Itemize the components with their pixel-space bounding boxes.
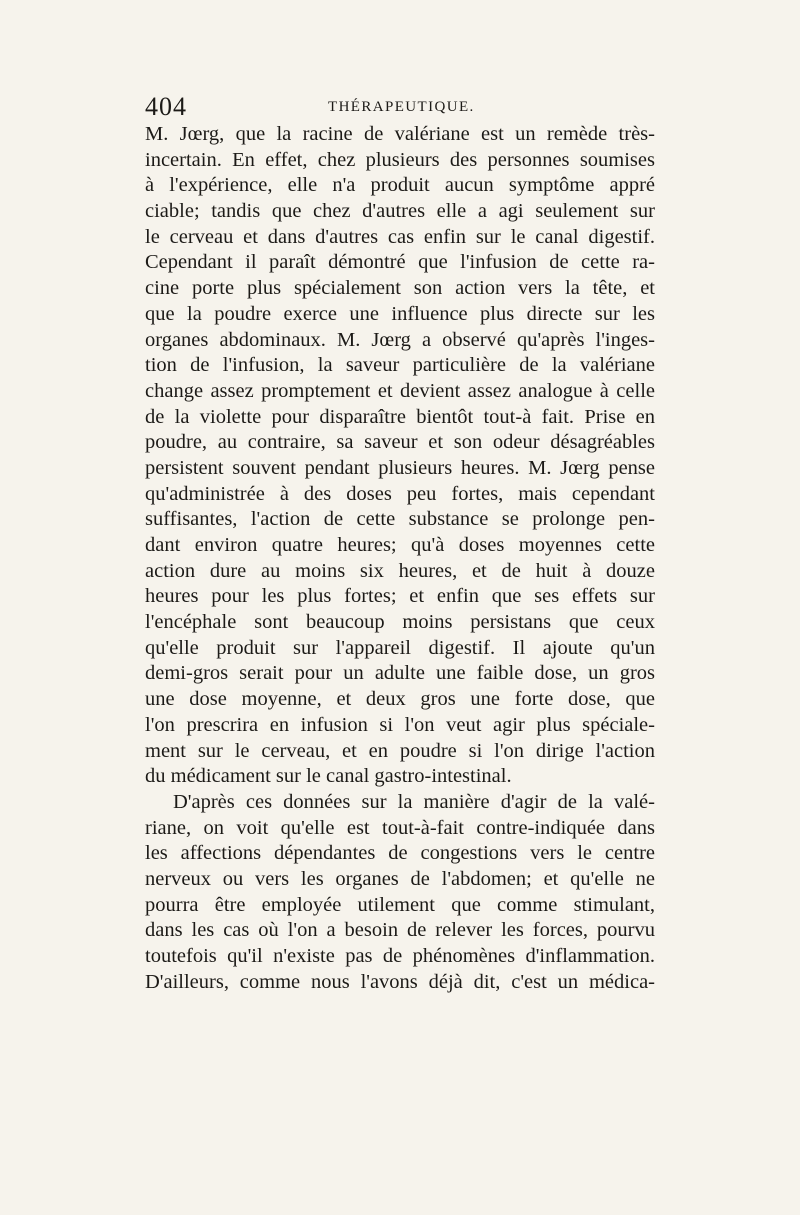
- text-line: nerveux ou vers les organes de l'abdomen; et qu'elle ne: [145, 867, 655, 890]
- text-line: suffisantes, l'action de cette substance se prolonge pen-: [145, 508, 655, 531]
- page-number: 404: [145, 92, 187, 121]
- paragraph-end-line: du médicament sur le canal gastro-intestinal.: [145, 765, 512, 788]
- text-line: ciable; tandis que chez d'autres elle a agi seulement sur: [145, 200, 655, 223]
- text-line: poudre, au contraire, sa saveur et son odeur désagréables: [145, 431, 655, 454]
- text-line: dans les cas où l'on a besoin de relever les forces, pourvu: [145, 919, 655, 942]
- text-line: à l'expérience, elle n'a produit aucun symptôme appré: [145, 174, 655, 197]
- text-line: l'on prescrira en infusion si l'on veut agir plus spéciale-: [145, 713, 655, 736]
- text-line: M. Jœrg, que la racine de valériane est un remède très-: [145, 123, 655, 145]
- text-line: qu'administrée à des doses peu fortes, mais cependant: [145, 482, 655, 505]
- text-line: change assez promptement et devient assez analogue à celle: [145, 379, 655, 402]
- text-line: heures pour les plus fortes; et enfin que ses effets sur: [145, 585, 655, 608]
- text-line: de la violette pour disparaître bientôt tout-à fait. Prise en: [145, 405, 655, 428]
- text-line: riane, on voit qu'elle est tout-à-fait contre-indiquée dans: [145, 816, 655, 839]
- text-line: D'ailleurs, comme nous l'avons déjà dit, c'est un médica-: [145, 970, 655, 993]
- running-head: [145, 92, 655, 122]
- text-line: que la poudre exerce une influence plus directe sur les: [145, 302, 655, 325]
- text-line: organes abdominaux. M. Jœrg a observé qu'après l'inges-: [145, 328, 655, 351]
- text-line: une dose moyenne, et deux gros une forte dose, que: [145, 688, 655, 711]
- text-line: l'encéphale sont beaucoup moins persistans que ceux: [145, 611, 655, 634]
- text-line: action dure au moins six heures, et de huit à douze: [145, 559, 655, 582]
- text-line: pourra être employée utilement que comme stimulant,: [145, 893, 655, 916]
- text-line: les affections dépendantes de congestions vers le centre: [145, 842, 655, 865]
- text-line: le cerveau et dans d'autres cas enfin sur le canal digestif.: [145, 225, 655, 248]
- text-line: qu'elle produit sur l'appareil digestif. Il ajoute qu'un: [145, 636, 655, 659]
- text-line: incertain. En effet, chez plusieurs des personnes soumises: [145, 148, 655, 171]
- text-line: tion de l'infusion, la saveur particulière de la valériane: [145, 354, 655, 377]
- body-text: [145, 122, 655, 995]
- text-line: demi-gros serait pour un adulte une faible dose, un gros: [145, 662, 655, 685]
- text-line: toutefois qu'il n'existe pas de phénomènes d'inflammation.: [145, 945, 655, 967]
- text-line: cine porte plus spécialement son action vers la tête, et: [145, 277, 655, 300]
- text-line: ment sur le cerveau, et en poudre si l'on dirige l'action: [145, 739, 655, 762]
- text-line: persistent souvent pendant plusieurs heures. M. Jœrg pense: [145, 456, 655, 479]
- text-line: Cependant il paraît démontré que l'infusion de cette ra-: [145, 251, 655, 274]
- paragraph-start-line: D'après ces données sur la manière d'agir de la valé-: [173, 790, 655, 813]
- text-line: dant environ quatre heures; qu'à doses moyennes cette: [145, 534, 655, 556]
- header-title: THÉRAPEUTIQUE.: [328, 99, 475, 115]
